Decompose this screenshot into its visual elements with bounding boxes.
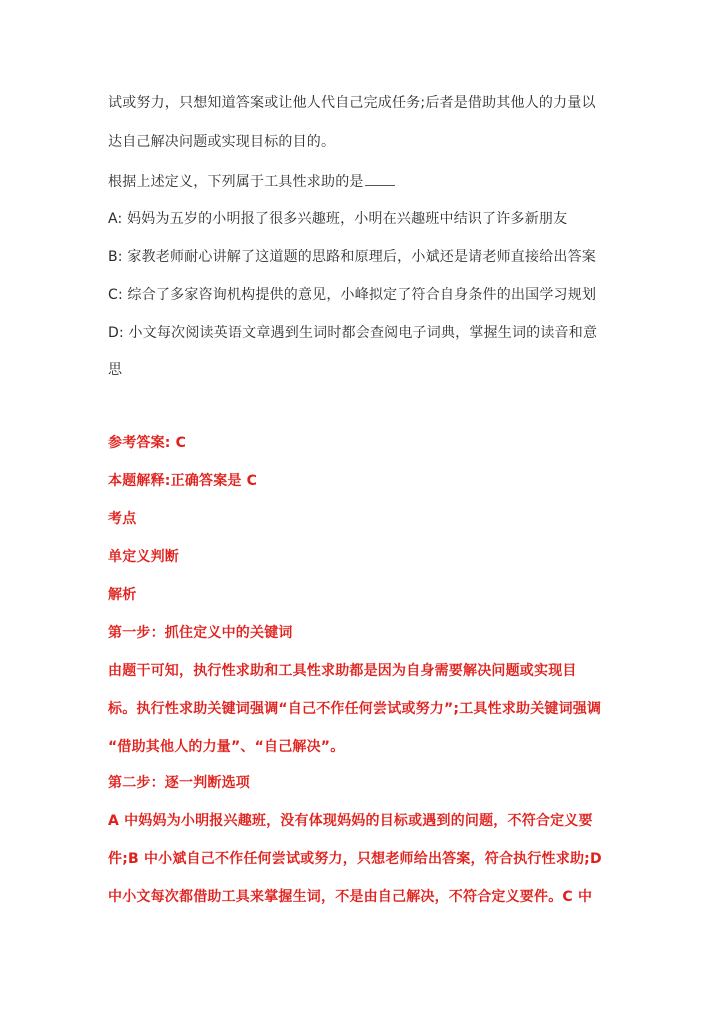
question-prompt-text: 根据上述定义，下列属于工具性求助的是 — [108, 174, 364, 190]
question-text-line-2: 达自己解决问题或实现目标的目的。 — [108, 134, 336, 150]
question-prompt — [108, 171, 395, 192]
step1-line-1: 由题干可知，执行性求助和工具性求助都是因为自身需要解决问题或实现目 — [108, 663, 577, 679]
step2-line-1: A 中妈妈为小明报兴趣班，没有体现妈妈的目标或遇到的问题，不符合定义要 — [108, 813, 593, 829]
question-text-line-1: 试或努力，只想知道答案或让他人代自己完成任务;后者是借助其他人的力量以 — [108, 95, 596, 111]
step2-line-2: 件;B 中小斌自己不作任何尝试或努力，只想老师给出答案，符合执行性求助;D — [108, 851, 602, 867]
step1-line-2: 标。执行性求助关键词强调“自己不作任何尝试或努力”;工具性求助关键词强调 — [108, 701, 602, 717]
reference-answer: 参考答案: C — [108, 435, 187, 451]
jiexi-label: 解析 — [108, 587, 137, 603]
option-d: D: 小文每次阅读英语文章遇到生词时都会查阅电子词典，掌握生词的读音和意 — [108, 325, 598, 341]
option-c: C: 综合了多家咨询机构提供的意见，小峰拟定了符合自身条件的出国学习规划 — [108, 287, 597, 303]
option-d-continued: 思 — [108, 362, 123, 378]
step1-title: 第一步：抓住定义中的关键词 — [108, 625, 293, 641]
step2-line-3: 中小文每次都借助工具来掌握生词，不是由自己解决，不符合定义要件。C 中 — [108, 889, 593, 905]
kaodian-value: 单定义判断 — [108, 549, 179, 565]
step2-title: 第二步：逐一判断选项 — [108, 775, 250, 791]
kaodian-label: 考点 — [108, 511, 137, 527]
answer-blank — [365, 171, 395, 186]
explanation-title: 本题解释:正确答案是 C — [108, 473, 258, 489]
option-b: B: 家教老师耐心讲解了这道题的思路和原理后，小斌还是请老师直接给出答案 — [108, 249, 596, 265]
step1-line-3: “借助其他人的力量”、“自己解决”。 — [108, 739, 345, 755]
option-a: A: 妈妈为五岁的小明报了很多兴趣班，小明在兴趣班中结识了许多新朋友 — [108, 211, 568, 227]
